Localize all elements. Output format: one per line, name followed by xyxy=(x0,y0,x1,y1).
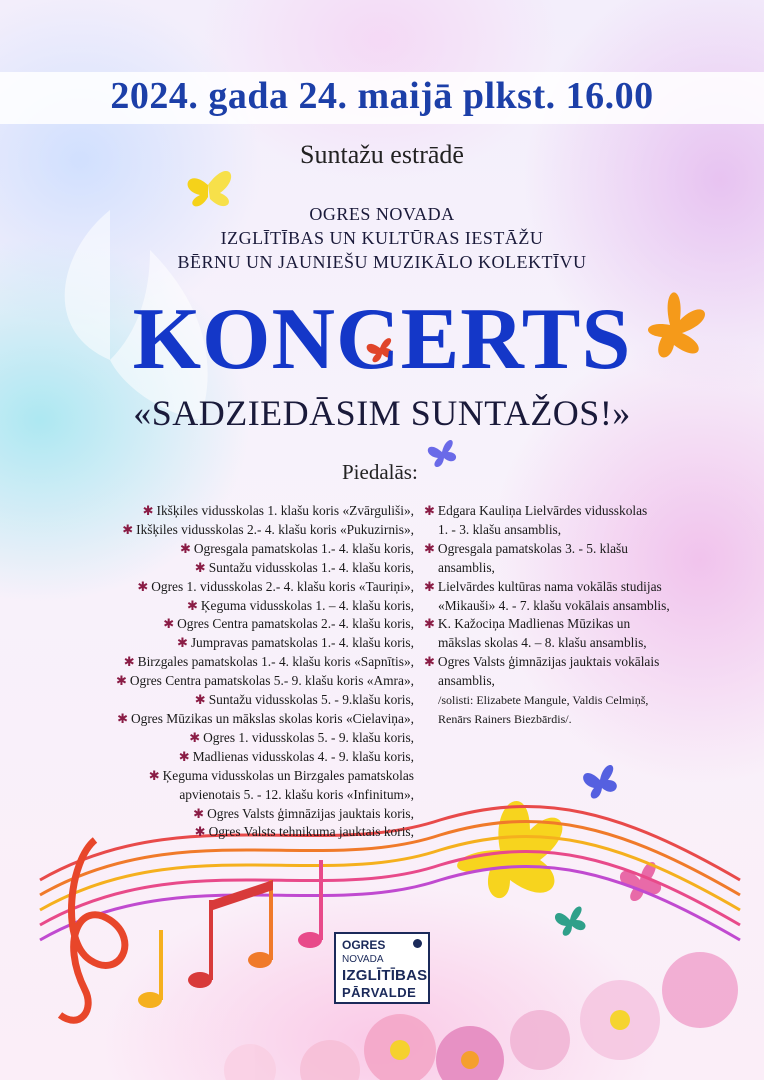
big-yellow-butterfly-icon xyxy=(457,801,562,898)
treble-clef-icon xyxy=(60,840,125,1020)
list-item: ✱ Birzgales pamatskolas 1.- 4. klašu koris «Sapnītis», xyxy=(123,654,414,670)
event-title: KONCERTS xyxy=(132,291,632,388)
logo-line: NOVADA xyxy=(342,954,384,965)
asterisk-bullet-icon: ✱ xyxy=(178,748,190,764)
list-item: ✱ Ogres 1. vidusskolas 5. - 9. klašu koris, xyxy=(189,729,414,745)
list-item-continuation: mākslas skolas 4. – 8. klašu ansamblis, xyxy=(438,635,647,651)
asterisk-bullet-icon: ✱ xyxy=(424,503,435,518)
list-item: ✱ Suntažu vidusskolas 1.- 4. klašu koris, xyxy=(194,559,414,575)
blue-butterfly-icon xyxy=(428,440,456,467)
participants-right-column xyxy=(424,502,724,728)
logo-line: PĀRVALDE xyxy=(342,985,417,1000)
list-item: ✱ Lielvārdes kultūras nama vokālās studijas xyxy=(424,578,662,594)
event-date: 2024. gada 24. maijā plkst. 16.00 xyxy=(110,75,654,117)
list-item-continuation: ansamblis, xyxy=(438,559,495,575)
asterisk-bullet-icon: ✱ xyxy=(117,710,128,726)
asterisk-bullet-icon: ✱ xyxy=(189,729,201,745)
list-item: ✱ Ogresgala pamatskolas 1.- 4. klašu koris, xyxy=(179,540,414,556)
teal-butterfly-icon xyxy=(555,906,586,935)
asterisk-bullet-icon: ✱ xyxy=(194,559,206,575)
asterisk-bullet-icon: ✱ xyxy=(194,824,206,840)
organizer-line: IZGLĪTĪBAS UN KULTŪRAS IESTĀŽU xyxy=(220,228,544,248)
flower-field xyxy=(224,952,738,1080)
list-item: ✱ Ogres Valsts ģimnāzijas jauktais koris, xyxy=(193,805,414,821)
asterisk-bullet-icon: ✱ xyxy=(115,673,127,689)
list-item: ✱ Ogres Valsts tehnikuma jauktais koris, xyxy=(194,824,414,840)
list-item: ✱ Ķeguma vidusskolas 1. – 4. klašu koris, xyxy=(186,597,414,613)
asterisk-bullet-icon: ✱ xyxy=(424,540,435,556)
asterisk-bullet-icon: ✱ xyxy=(193,805,205,821)
list-item: ✱ Edgara Kauliņa Lielvārdes vidusskolas xyxy=(424,503,648,518)
organizer-block xyxy=(0,202,764,274)
asterisk-bullet-icon: ✱ xyxy=(176,635,188,651)
asterisk-bullet-icon: ✱ xyxy=(424,654,435,670)
asterisk-bullet-icon: ✱ xyxy=(424,616,435,632)
asterisk-bullet-icon: ✱ xyxy=(179,540,191,556)
asterisk-bullet-icon: ✱ xyxy=(424,578,435,594)
organizer-line: BĒRNU UN JAUNIEŠU MUZIKĀLO KOLEKTĪVU xyxy=(177,252,587,272)
list-item: ✱ Ogres 1. vidusskolas 2.- 4. klašu koris «Tauriņi», xyxy=(137,578,414,594)
organizer-line: OGRES NOVADA xyxy=(309,204,455,224)
list-item-continuation: ansamblis, xyxy=(438,673,495,689)
list-item: ✱ Jumpravas pamatskolas 1.- 4. klašu koris, xyxy=(176,635,414,651)
event-venue: Suntažu estrādē xyxy=(300,140,464,169)
list-item: ✱ Ikšķiles vidusskolas 2.- 4. klašu koris «Pukuzirnis», xyxy=(122,521,414,537)
list-item: ✱ Ogresgala pamatskolas 3. - 5. klašu xyxy=(424,540,628,556)
list-item-continuation: 1. - 3. klašu ansamblis, xyxy=(438,521,562,537)
asterisk-bullet-icon: ✱ xyxy=(137,578,149,594)
participants-left-column xyxy=(40,502,414,842)
list-item-continuation: apvienotais 5. - 12. klašu koris «Infinitum», xyxy=(179,786,414,802)
asterisk-bullet-icon: ✱ xyxy=(194,692,206,708)
asterisk-bullet-icon: ✱ xyxy=(142,503,154,518)
asterisk-bullet-icon: ✱ xyxy=(122,521,134,537)
list-item: ✱ Ogres Valsts ģimnāzijas jauktais vokālais xyxy=(424,654,660,670)
soloists-line: Renārs Rainers Biezbārdis/. xyxy=(438,711,572,726)
blue-butterfly-icon-2 xyxy=(583,765,617,799)
list-item: ✱ Ogres Mūzikas un mākslas skolas koris «Cielaviņa», xyxy=(117,710,414,726)
participants-heading: Piedalās: xyxy=(342,460,418,484)
asterisk-bullet-icon: ✱ xyxy=(163,616,175,632)
list-item: ✱ K. Kažociņa Madlienas Mūzikas un xyxy=(424,616,631,632)
list-item: ✱ Ikšķiles vidusskolas 1. klašu koris «Zvārguliši», xyxy=(142,503,414,518)
asterisk-bullet-icon: ✱ xyxy=(148,767,160,783)
list-item: ✱ Ķeguma vidusskolas un Birzgales pamatskolas xyxy=(148,767,414,783)
event-subtitle: «SADZIEDĀSIM SUNTAŽOS!» xyxy=(133,393,631,433)
list-item: ✱ Suntažu vidusskolas 5. - 9.klašu koris, xyxy=(194,692,414,708)
list-item-continuation: «Mikauši» 4. - 7. klašu vokālais ansamblis, xyxy=(438,597,670,613)
list-item: ✱ Madlienas vidusskolas 4. - 9. klašu koris, xyxy=(178,748,414,764)
logo-line: IZGLĪTĪBAS xyxy=(342,967,428,984)
asterisk-bullet-icon: ✱ xyxy=(123,654,135,670)
logo-line: OGRES xyxy=(342,938,386,952)
music-notes-icon xyxy=(138,860,323,1008)
asterisk-bullet-icon: ✱ xyxy=(186,597,198,613)
soloists-line: /solisti: Elizabete Mangule, Valdis Celmiņš, xyxy=(438,693,649,708)
list-item: ✱ Ogres Centra pamatskolas 2.- 4. klašu koris, xyxy=(163,616,414,632)
logo-dot-icon xyxy=(413,939,422,948)
organizer-logo xyxy=(334,932,430,1004)
list-item: ✱ Ogres Centra pamatskolas 5.- 9. klašu koris «Amra», xyxy=(115,673,414,689)
